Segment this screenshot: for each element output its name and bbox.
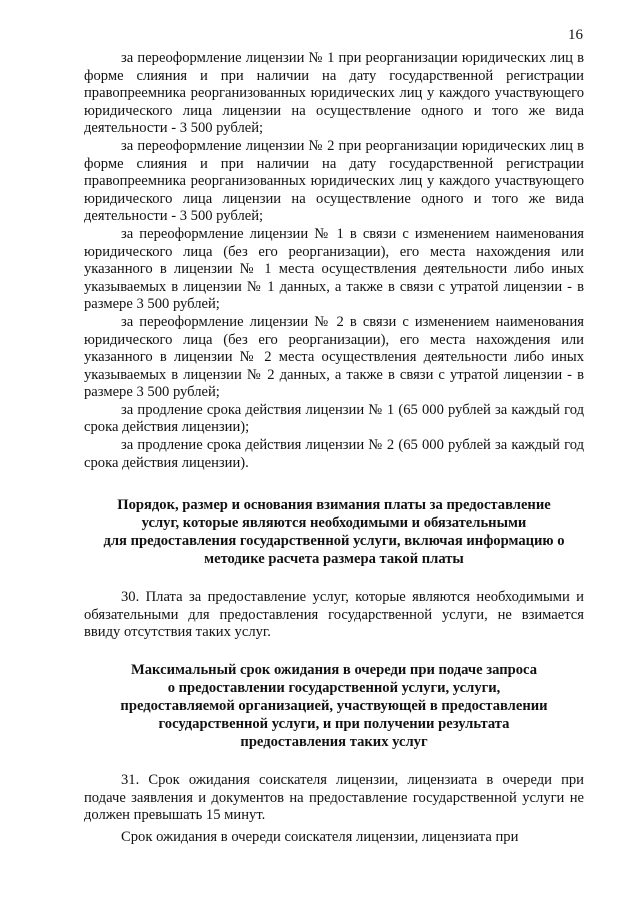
- heading-line: Порядок, размер и основания взимания платы за предоставление: [117, 497, 551, 514]
- fee-paragraph-rename-license-2: за переоформление лицензии № 2 в связи с изменением наименования юридического лица (без его реорганизации), его места нахождения или указанного в лицензии № 2 места осуществления деятельности либо иных указываемых в лицензии № 2 данных, а также в связи с утратой лицензии - в размере 3 500 рублей;: [84, 313, 584, 401]
- heading-line: предоставления таких услуг: [240, 734, 428, 751]
- fee-paragraph-merger-license-1: за переоформление лицензии № 1 при реорганизации юридических лиц в форме слияния и при наличии на дату государственной регистрации правопреемника реорганизованных юридических лиц у каждого участвующего юридического лица лицензии на осуществление одного и того же вида деятельности - 3 500 рублей;: [84, 50, 584, 137]
- section-heading-queue: [84, 661, 584, 751]
- heading-line: государственной услуги, и при получении результата: [158, 716, 510, 733]
- paragraph-30: 30. Плата за предоставление услуг, которые являются необходимыми и обязательными для предоставления государственной услуги, не взимается ввиду отсутствия таких услуг.: [84, 589, 584, 641]
- paragraph-31: 31. Срок ожидания соискателя лицензии, лицензиата в очереди при подаче заявления и документов на предоставление государственной услуги не должен превышать 15 минут.: [84, 772, 584, 824]
- heading-line: Максимальный срок ожидания в очереди при подаче запроса: [130, 662, 537, 679]
- fee-paragraph-extension-license-2: за продление срока действия лицензии № 2 (65 000 рублей за каждый год срока действия лицензии).: [84, 437, 584, 471]
- fee-paragraph-merger-license-2: за переоформление лицензии № 2 при реорганизации юридических лиц в форме слияния и при наличии на дату государственной регистрации правопреемника реорганизованных юридических лиц у каждого участвующего юридического лица лицензии на осуществление одного и того же вида деятельности - 3 500 рублей;: [84, 137, 584, 225]
- page-number: 16: [568, 27, 583, 43]
- heading-line: для предоставления государственной услуги, включая информацию о: [103, 533, 565, 550]
- page-content: [84, 50, 584, 846]
- fee-paragraph-extension-license-1: за продление срока действия лицензии № 1 (65 000 рублей за каждый год срока действия лицензии);: [84, 401, 584, 436]
- paragraph-31-continuation: Срок ожидания в очереди соискателя лицензии, лицензиата при: [121, 828, 519, 845]
- heading-line: методике расчета размера такой платы: [204, 551, 464, 568]
- heading-line: услуг, которые являются необходимыми и обязательными: [141, 515, 527, 532]
- heading-line: предоставляемой организацией, участвующей в предоставлении: [120, 698, 548, 715]
- heading-line: о предоставлении государственной услуги, услуги,: [167, 680, 501, 697]
- fee-paragraph-rename-license-1: за переоформление лицензии № 1 в связи с изменением наименования юридического лица (без его реорганизации), его места нахождения или указанного в лицензии № 1 места осуществления деятельности либо иных указываемых в лицензии № 1 данных, а также в связи с утратой лицензии - в размере 3 500 рублей;: [84, 225, 584, 313]
- section-heading-fee: [84, 496, 584, 568]
